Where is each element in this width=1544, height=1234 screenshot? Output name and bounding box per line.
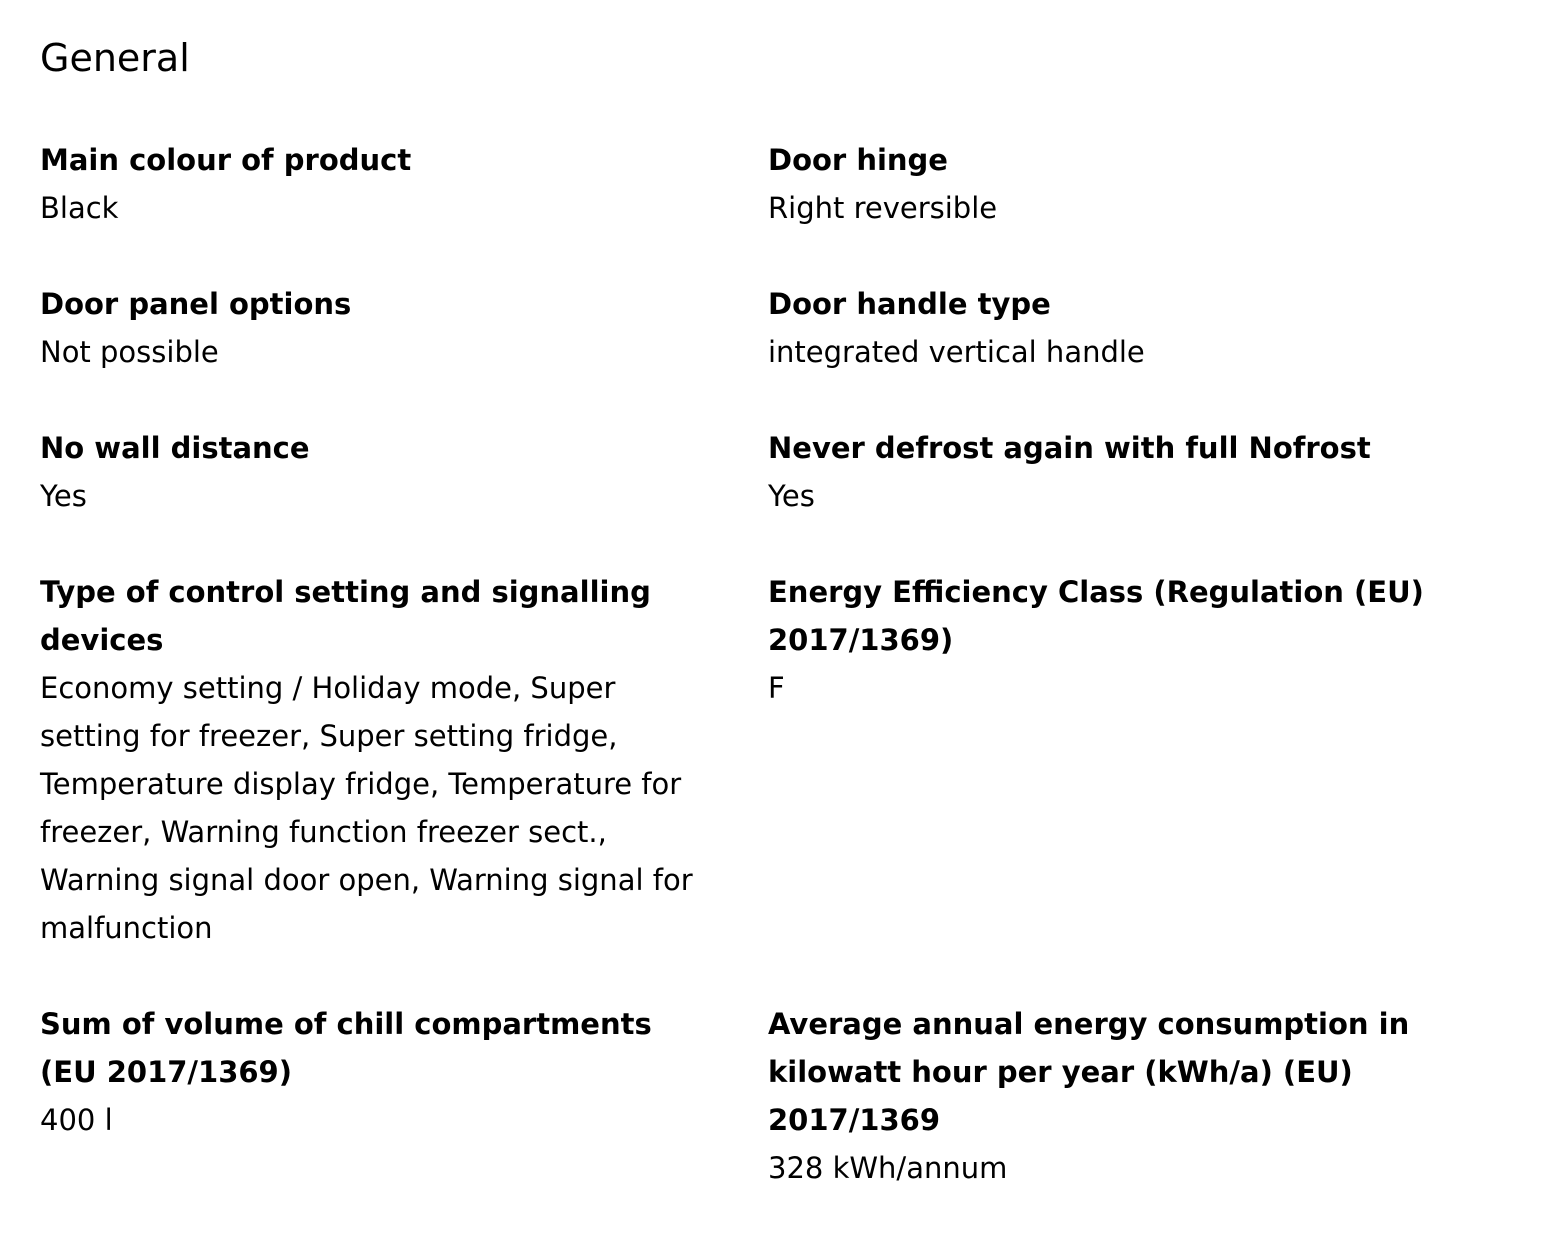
spec-control-devices	[40, 568, 710, 952]
spec-value: 400 l	[40, 1103, 113, 1137]
spec-main-colour	[40, 136, 710, 232]
spec-door-panel-options	[40, 280, 710, 376]
spec-value: Black	[40, 191, 119, 225]
spec-value: integrated vertical handle	[768, 335, 1145, 369]
spec-door-handle-type	[768, 280, 1468, 376]
spec-value: Not possible	[40, 335, 219, 369]
spec-label: Main colour of product	[40, 143, 412, 177]
spec-label: Door handle type	[768, 287, 1051, 321]
spec-annual-energy-consumption	[768, 1000, 1468, 1192]
spec-no-wall-distance	[40, 424, 710, 520]
spec-label: Never defrost again with full Nofrost	[768, 431, 1371, 465]
spec-value: Yes	[768, 479, 815, 513]
spec-value: Yes	[40, 479, 87, 513]
spec-door-hinge	[768, 136, 1468, 232]
spec-label: Type of control setting and signalling devices	[40, 575, 651, 657]
spec-energy-efficiency-class	[768, 568, 1468, 712]
spec-label: Energy Efficiency Class (Regulation (EU) 2017/1369)	[768, 575, 1424, 657]
spec-label: No wall distance	[40, 431, 310, 465]
spec-chill-volume	[40, 1000, 710, 1144]
spec-label: Door hinge	[768, 143, 948, 177]
spec-label: Average annual energy consumption in kilowatt hour per year (kWh/a) (EU) 2017/1369	[768, 1007, 1410, 1137]
spec-value: F	[768, 671, 785, 705]
section-title: General	[40, 36, 190, 80]
spec-value: Economy setting / Holiday mode, Super setting for freezer, Super setting fridge, Temperature display fridge, Temperature for freezer, Warning function freezer sect., Warning signal door open, Warning signal for malfunction	[40, 671, 693, 945]
spec-nofrost	[768, 424, 1468, 520]
spec-value: Right reversible	[768, 191, 998, 225]
spec-value: 328 kWh/annum	[768, 1151, 1008, 1185]
spec-label: Sum of volume of chill compartments (EU 2017/1369)	[40, 1007, 652, 1089]
spec-label: Door panel options	[40, 287, 352, 321]
